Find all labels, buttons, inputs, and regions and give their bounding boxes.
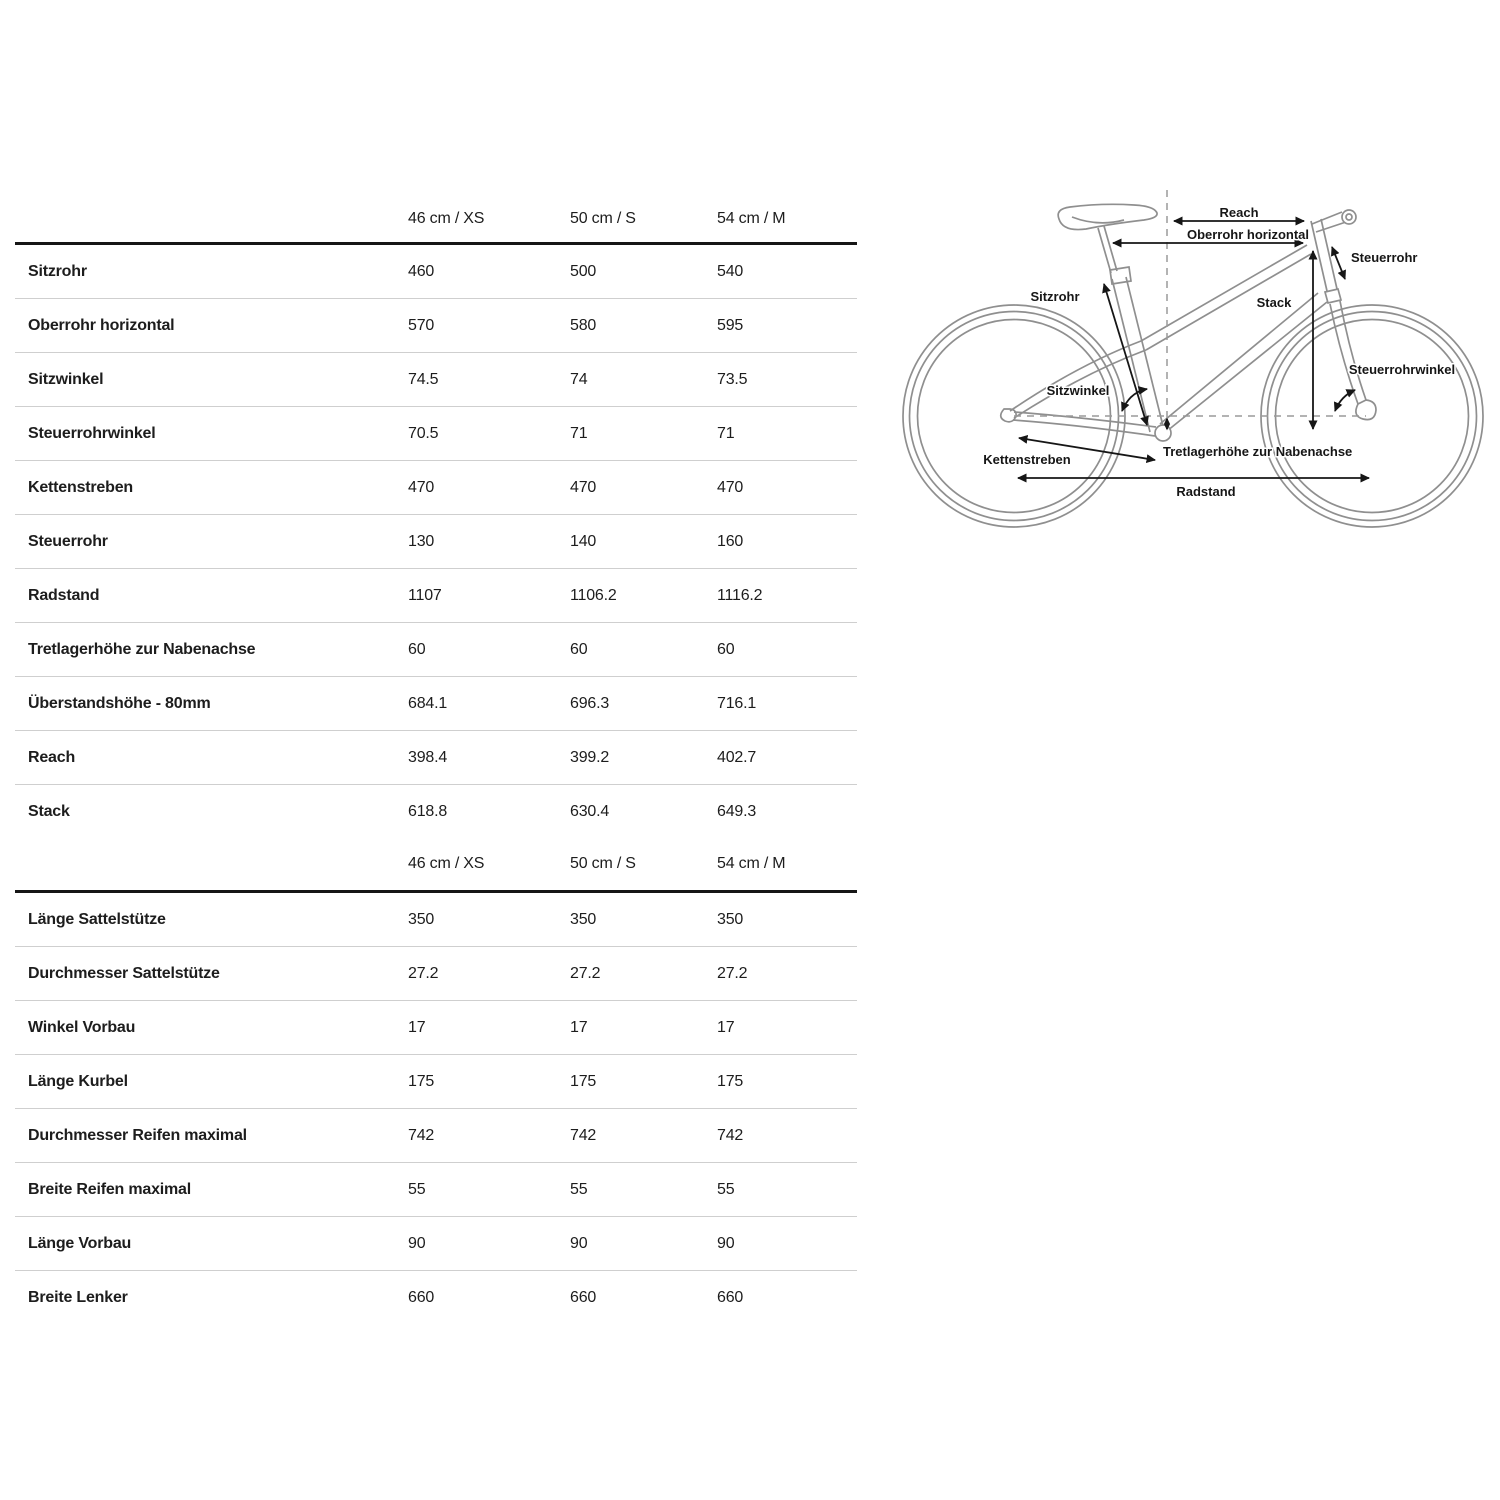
row-value: 55 [717, 1180, 735, 1198]
row-value: 1106.2 [570, 586, 617, 604]
row-value: 399.2 [570, 748, 610, 766]
table-row [15, 245, 857, 299]
row-value: 74 [570, 370, 588, 388]
bottom-bracket [1155, 425, 1171, 441]
geometry-table [15, 195, 857, 1324]
annotation-arrows [1018, 221, 1369, 478]
table-row [15, 1109, 857, 1163]
row-value: 470 [570, 478, 597, 496]
table-row [15, 623, 857, 677]
row-value: 350 [570, 910, 597, 928]
table-row [15, 1001, 857, 1055]
row-value: 175 [570, 1072, 597, 1090]
stack-label: Stack [1256, 295, 1292, 310]
radstand-label: Radstand [1176, 484, 1236, 499]
row-value: 742 [570, 1126, 597, 1144]
row-value: 17 [717, 1018, 735, 1036]
row-value: 27.2 [717, 964, 748, 982]
row-label: Oberrohr horizontal [28, 316, 175, 334]
row-value: 540 [717, 262, 744, 280]
reach-label: Reach [1219, 205, 1259, 220]
row-value: 55 [570, 1180, 588, 1198]
size-header: 50 cm / S [570, 209, 636, 227]
table-row [15, 1271, 857, 1324]
row-label: Tretlagerhöhe zur Nabenachse [28, 640, 256, 658]
row-value: 90 [570, 1234, 588, 1252]
row-value: 595 [717, 316, 744, 334]
row-label: Winkel Vorbau [28, 1018, 136, 1036]
row-value: 500 [570, 262, 597, 280]
row-value: 618.8 [408, 802, 448, 820]
table-row [15, 1217, 857, 1271]
table-row [15, 353, 857, 407]
table-row [15, 461, 857, 515]
row-label: Steuerrohr [28, 532, 108, 550]
row-value: 398.4 [408, 748, 448, 766]
row-value: 580 [570, 316, 597, 334]
row-value: 140 [570, 532, 597, 550]
row-label: Länge Vorbau [28, 1234, 132, 1252]
size-header: 54 cm / M [717, 855, 786, 872]
row-value: 660 [570, 1288, 597, 1306]
row-label: Sitzwinkel [28, 370, 104, 388]
row-value: 71 [570, 424, 588, 442]
steuerrohrwinkel-label: Steuerrohrwinkel [1348, 362, 1456, 377]
row-value: 742 [408, 1126, 435, 1144]
row-value: 716.1 [717, 694, 757, 712]
table-row [15, 785, 857, 838]
row-value: 17 [570, 1018, 588, 1036]
table-row [15, 569, 857, 623]
row-value: 130 [408, 532, 435, 550]
size-header: 46 cm / XS [408, 855, 485, 872]
row-value: 660 [717, 1288, 744, 1306]
row-value: 630.4 [570, 802, 610, 820]
table-row [15, 299, 857, 353]
row-value: 27.2 [408, 964, 439, 982]
row-label: Reach [28, 748, 76, 766]
row-label: Länge Sattelstütze [28, 910, 166, 928]
oberrohr-label: Oberrohr horizontal [1186, 227, 1310, 242]
row-value: 696.3 [570, 694, 610, 712]
row-value: 55 [408, 1180, 426, 1198]
row-label: Sitzrohr [28, 262, 87, 280]
row-value: 60 [570, 640, 588, 658]
sitzwinkel-label: Sitzwinkel [1046, 383, 1110, 398]
steuerrohr-label: Steuerrohr [1351, 250, 1418, 265]
row-label: Durchmesser Sattelstütze [28, 964, 220, 982]
table-row [15, 731, 857, 785]
row-value: 71 [717, 424, 735, 442]
bike-geometry-diagram [895, 180, 1495, 535]
row-value: 70.5 [408, 424, 439, 442]
steuerrohrwinkel-arc [1335, 390, 1355, 411]
row-value: 470 [408, 478, 435, 496]
row-value: 1107 [408, 586, 442, 604]
table-row [15, 677, 857, 731]
row-label: Radstand [28, 586, 100, 604]
size-header: 50 cm / S [570, 855, 636, 872]
row-value: 470 [717, 478, 744, 496]
table-row [15, 1055, 857, 1109]
row-value: 660 [408, 1288, 435, 1306]
row-value: 74.5 [408, 370, 439, 388]
row-label: Steuerrohrwinkel [28, 424, 156, 442]
table-row [15, 407, 857, 461]
table-row [15, 893, 857, 947]
row-value: 175 [408, 1072, 435, 1090]
row-value: 73.5 [717, 370, 748, 388]
row-label: Breite Reifen maximal [28, 1180, 191, 1198]
size-header-row [15, 838, 857, 893]
row-value: 90 [717, 1234, 735, 1252]
size-header: 54 cm / M [717, 209, 786, 227]
row-label: Kettenstreben [28, 478, 133, 496]
row-value: 742 [717, 1126, 744, 1144]
row-value: 684.1 [408, 694, 448, 712]
sitzrohr-label: Sitzrohr [1030, 289, 1080, 304]
saddle [1058, 204, 1157, 229]
row-label: Überstandshöhe - 80mm [28, 694, 211, 712]
tretlagerhoehe-label: Tretlagerhöhe zur Nabenachse [1163, 444, 1353, 459]
row-value: 350 [408, 910, 435, 928]
row-value: 570 [408, 316, 435, 334]
size-header: 46 cm / XS [408, 209, 485, 227]
row-value: 60 [408, 640, 426, 658]
row-label: Länge Kurbel [28, 1072, 128, 1090]
front-wheel [1261, 305, 1483, 527]
row-value: 60 [717, 640, 735, 658]
table-row [15, 515, 857, 569]
row-value: 90 [408, 1234, 426, 1252]
row-value: 160 [717, 532, 744, 550]
row-value: 27.2 [570, 964, 601, 982]
kettenstreben-label: Kettenstreben [983, 452, 1071, 467]
row-value: 175 [717, 1072, 744, 1090]
table-row [15, 947, 857, 1001]
row-label: Breite Lenker [28, 1288, 128, 1306]
row-label: Stack [28, 802, 70, 820]
row-value: 460 [408, 262, 435, 280]
diagram-labels [983, 205, 1455, 499]
row-value: 17 [408, 1018, 426, 1036]
size-header-row [15, 195, 857, 245]
handlebar-stem [1312, 210, 1356, 232]
row-value: 649.3 [717, 802, 757, 820]
row-label: Durchmesser Reifen maximal [28, 1126, 247, 1144]
seatpost [1098, 226, 1117, 273]
row-value: 350 [717, 910, 744, 928]
row-value: 402.7 [717, 748, 757, 766]
row-value: 1116.2 [717, 586, 763, 604]
table-row [15, 1163, 857, 1217]
